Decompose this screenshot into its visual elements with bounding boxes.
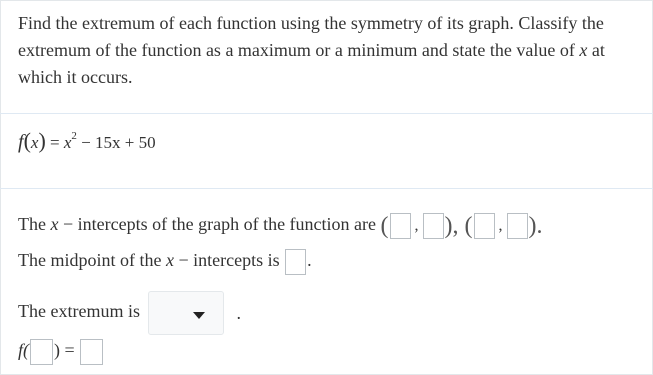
intercepts-row: The x − intercepts of the graph of the function are ( , ), ( , ).	[18, 212, 543, 239]
midpoint-input[interactable]	[285, 249, 306, 275]
intercept-1-x-input[interactable]	[390, 213, 411, 239]
intercept-2-y-input[interactable]	[507, 213, 528, 239]
chevron-down-icon	[193, 312, 205, 319]
intercept-1-y-input[interactable]	[423, 213, 444, 239]
divider-top	[0, 113, 653, 114]
intercept-2-x-input[interactable]	[474, 213, 495, 239]
function-formula: $f(x) = x^2 - 15x + 50$	[18, 128, 156, 153]
extremum-row: The extremum is .	[18, 291, 241, 319]
function-value-input[interactable]	[80, 339, 103, 365]
question-prompt: Find the extremum of each function using the symmetry of its graph. Classify the extremum of the function as a maximum or a minimum and state the value of x at which it occurs.	[18, 13, 605, 87]
function-value-row: f( ) =	[18, 336, 104, 364]
divider-bottom	[0, 188, 653, 189]
extremum-type-dropdown[interactable]	[148, 291, 224, 335]
function-input-x[interactable]	[30, 339, 53, 365]
midpoint-row: The midpoint of the x − intercepts is .	[18, 246, 312, 274]
